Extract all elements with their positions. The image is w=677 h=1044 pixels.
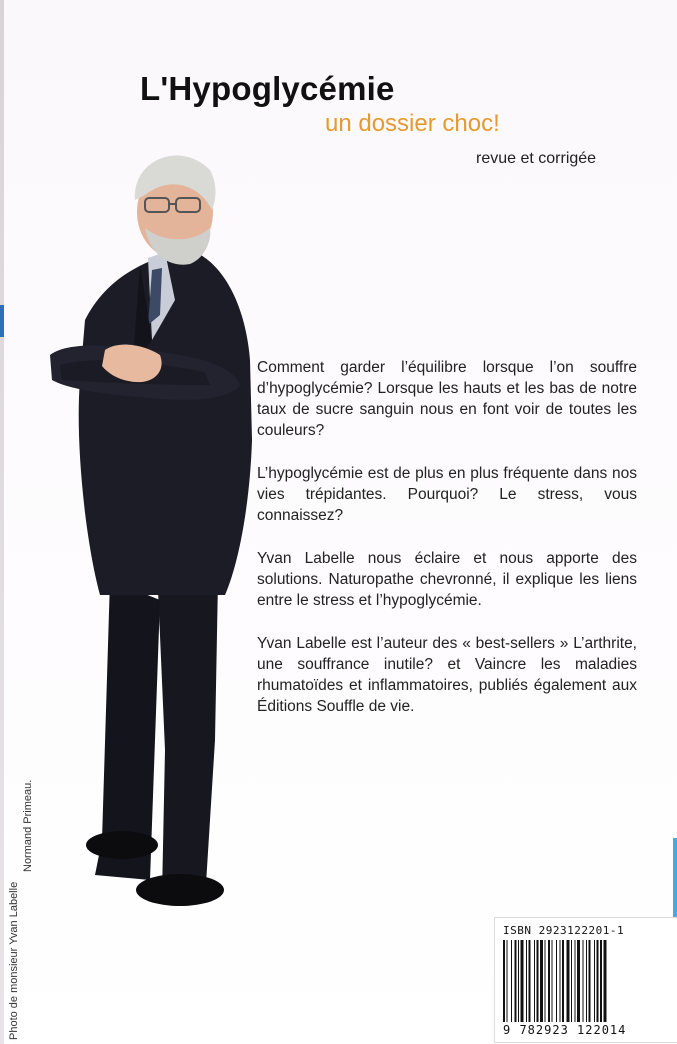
barcode-bar [545, 940, 546, 1022]
barcode-bar [583, 940, 584, 1022]
photo-credit: Photo de monsieur Yvan Labelle [8, 881, 20, 1040]
blurb-paragraph-3: Yvan Labelle nous éclaire et nous apporte des solutions. Naturopathe chevronné, il explique les liens entre le stress et l’hypoglycémie. [257, 550, 637, 609]
barcode-bar [567, 940, 570, 1022]
edition-note: revue et corrigée [476, 150, 597, 167]
barcode-bar [511, 940, 512, 1022]
ean-number: 9 782923 122014 [503, 1023, 627, 1037]
barcode-bar [518, 940, 519, 1022]
barcode-bar [503, 940, 505, 1022]
barcode-bar [526, 940, 527, 1022]
barcode-bar [529, 940, 531, 1022]
barcode-bar [575, 940, 576, 1022]
barcode-bar [552, 940, 553, 1022]
isbn-number: ISBN 2923122201-1 [503, 924, 625, 937]
book-title: L'Hypoglycémie [140, 70, 395, 107]
back-cover-blurb [257, 357, 637, 739]
barcode-bar [507, 940, 508, 1022]
spine-edge [0, 0, 4, 1044]
barcode-bar [600, 940, 602, 1022]
barcode-bar [597, 940, 599, 1022]
barcode-bar [556, 940, 557, 1022]
book-subtitle: un dossier choc! [325, 110, 500, 137]
barcode-bar [604, 940, 607, 1022]
blurb-paragraph-4: Yvan Labelle est l’auteur des « best-sellers » L’arthrite, une souffrance inutile? et Vaincre les maladies rhumatoïdes et inflammatoires, publiés également aux Éditions Souffle de vie. [257, 635, 637, 715]
blurb-paragraph-2: L’hypoglycémie est de plus en plus fréquente dans nos vies trépidantes. Pourquoi? Le stress, vous connaissez? [257, 465, 637, 524]
barcode-bar [594, 940, 595, 1022]
barcode-icon [503, 940, 669, 1022]
barcode-bar [537, 940, 539, 1022]
barcode-bar [577, 940, 580, 1022]
barcode-bar [562, 940, 564, 1022]
barcode-bar [515, 940, 517, 1022]
barcode-bar [586, 940, 587, 1022]
barcode-bar [548, 940, 550, 1022]
photographer-credit: Normand Primeau. [22, 779, 34, 872]
barcode-bar [589, 940, 591, 1022]
blurb-paragraph-1: Comment garder l’équilibre lorsque l’on souffre d’hypoglycémie? Lorsque les hauts et les bas de notre taux de sucre sanguin nous en font voir de toutes les couleurs? [257, 359, 637, 439]
author-photo [40, 140, 260, 920]
barcode-bar [540, 940, 543, 1022]
barcode-bar [521, 940, 524, 1022]
spine-color-mark [0, 305, 4, 337]
barcode-bar [571, 940, 572, 1022]
isbn-barcode-panel [494, 917, 677, 1043]
barcode-bar [534, 940, 535, 1022]
barcode-bar [560, 940, 561, 1022]
